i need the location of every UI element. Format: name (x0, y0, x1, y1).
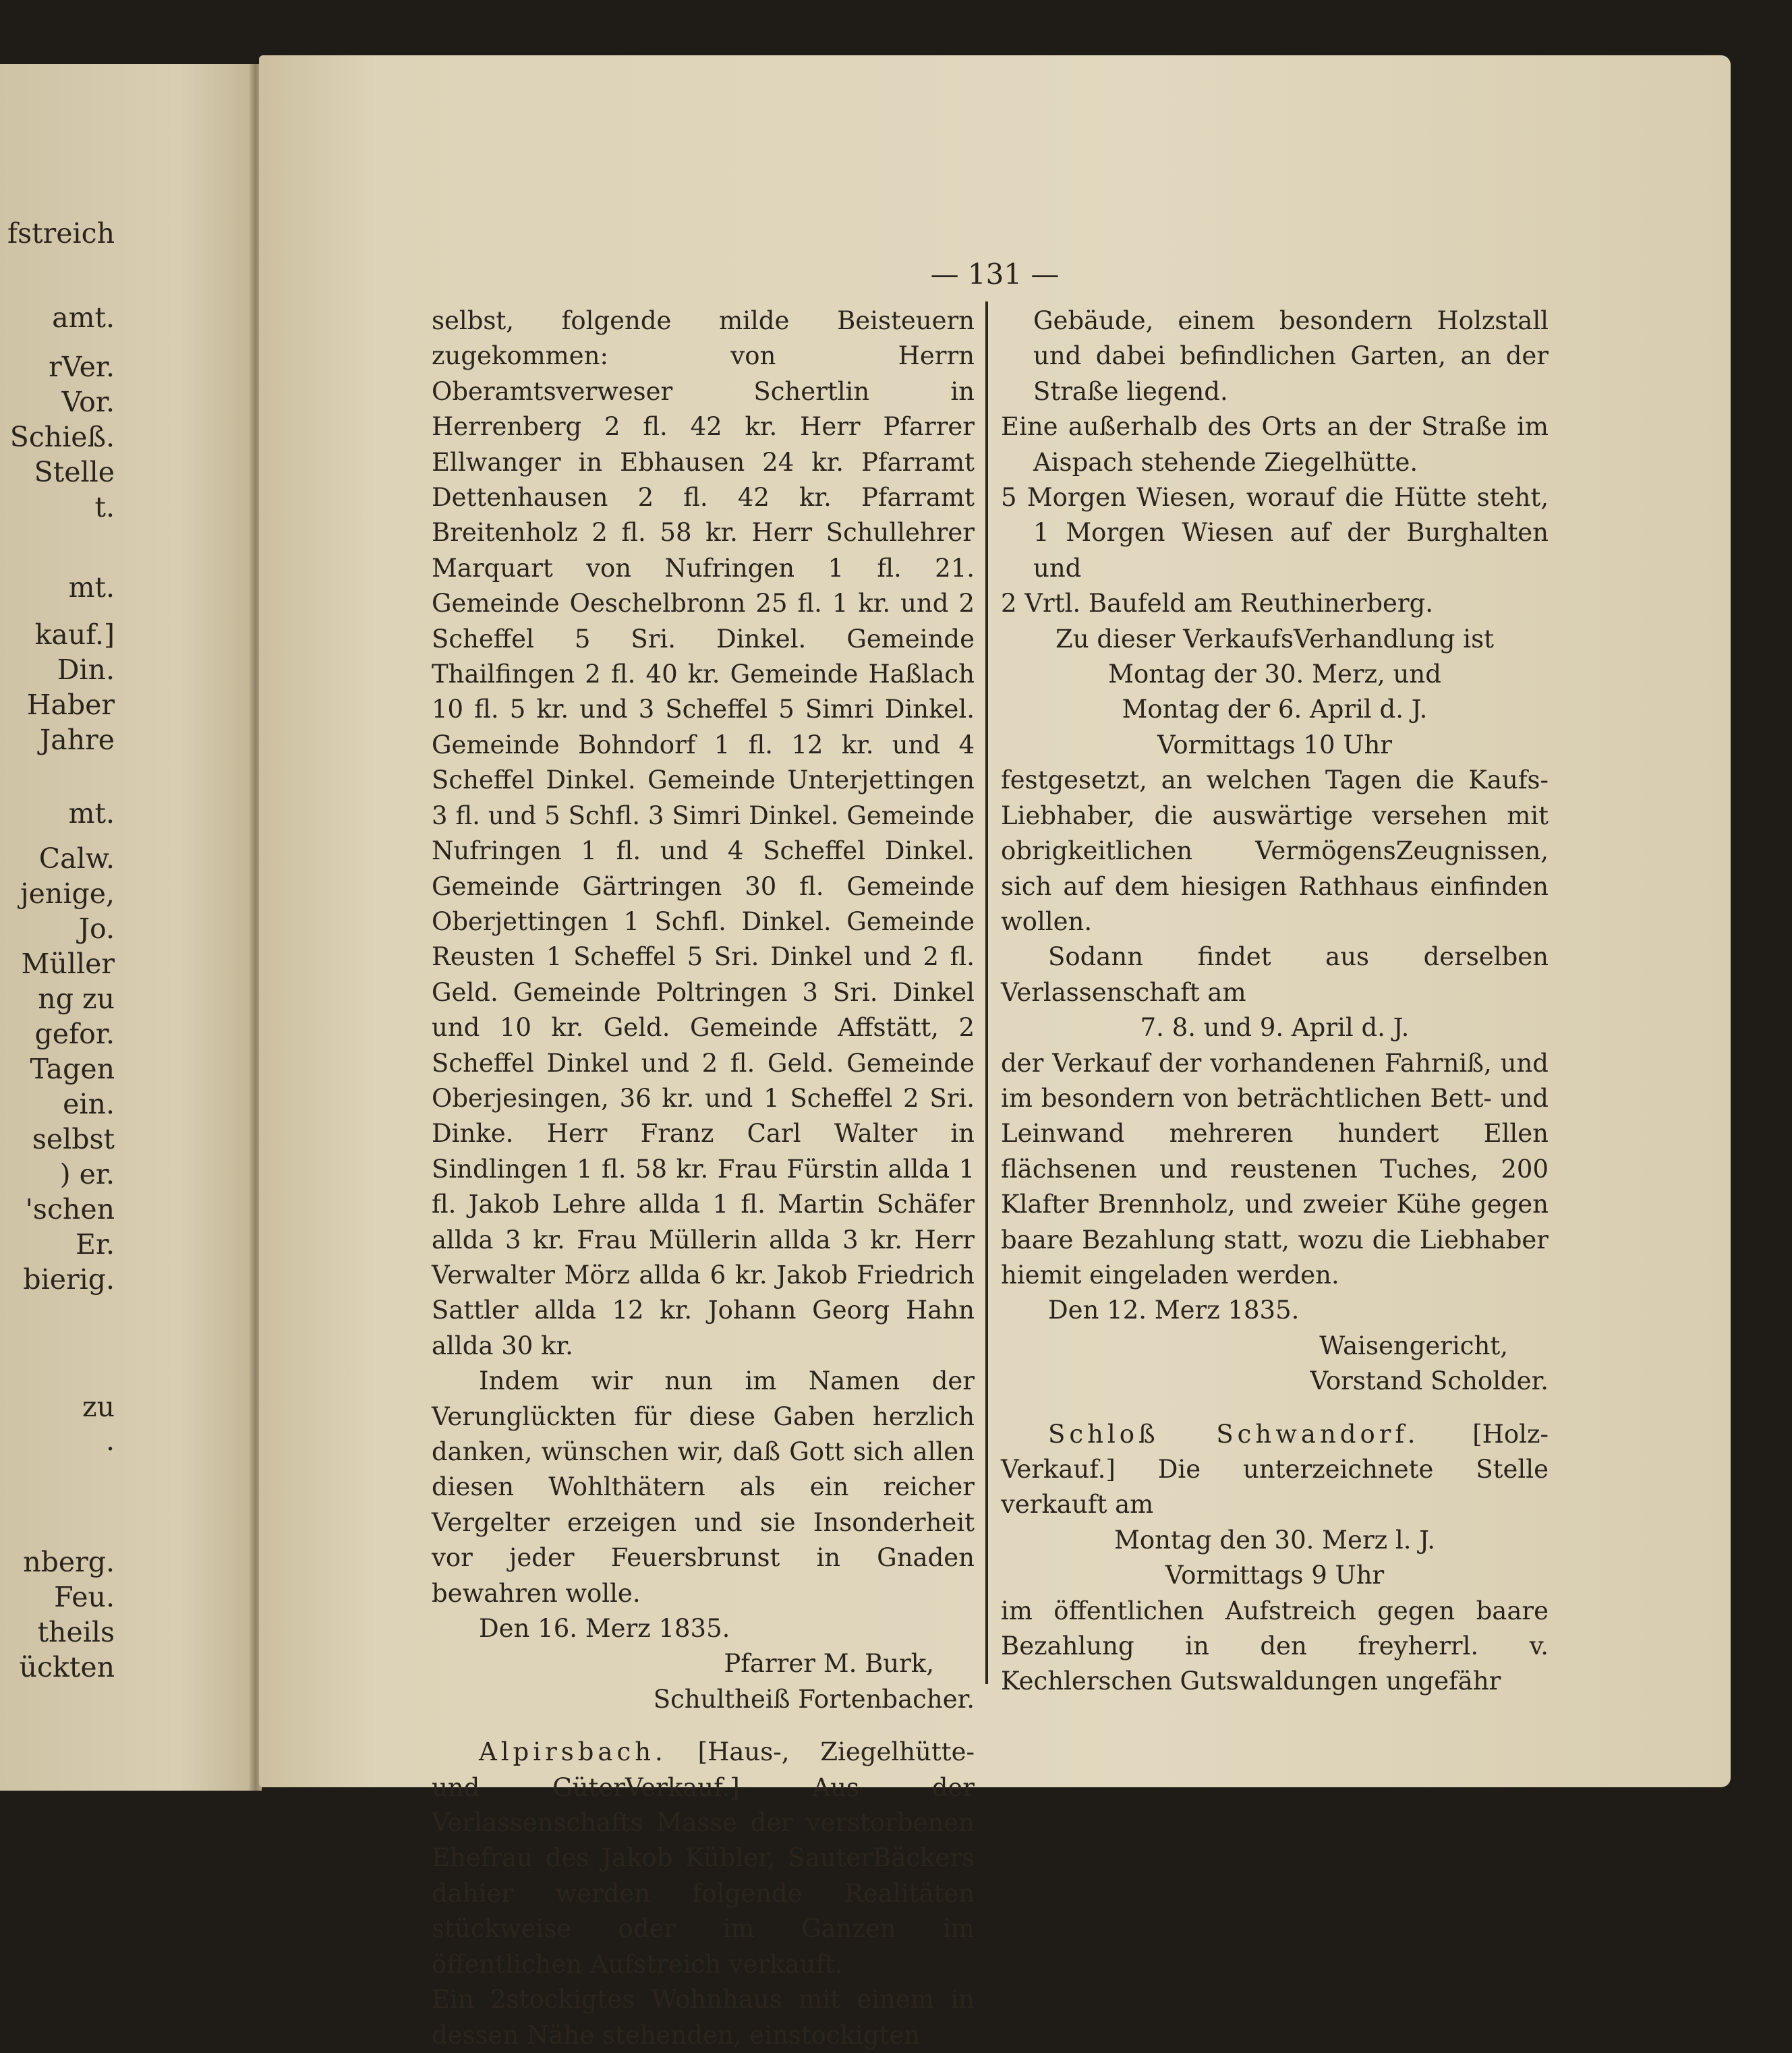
left-page-fragment: Schieß. (9, 421, 115, 453)
left-page-fragment: Tagen (30, 1053, 115, 1085)
left-page-fragment: zu (82, 1391, 115, 1423)
schedule-time: Vormittags 10 Uhr (1157, 730, 1392, 759)
notice-schwandorf (1001, 1417, 1549, 1523)
left-page-fragment: Er. (75, 1228, 115, 1261)
notice-alpirsbach (432, 1735, 975, 1982)
left-page-fragment: mt. (68, 571, 115, 604)
fahrnis-dates: 7. 8. und 9. April d. J. (1140, 1013, 1410, 1043)
signature-waisengericht: Waisengericht, (1319, 1331, 1508, 1360)
right-column (1001, 303, 1549, 1700)
left-page-fragment: Jahre (39, 724, 115, 756)
notice2-title: Schloß Schwandorf. (1048, 1419, 1420, 1449)
left-page-fragment: Din. (57, 654, 115, 686)
signature-pfarrer: Pfarrer M. Burk, (724, 1649, 934, 1679)
donations-paragraph: selbst, folgende milde Beisteuern zugekommen: von Herrn Oberamtsverweser Schertlin in Herrenberg 2 fl. 42 kr. Herr Pfarrer Ellwanger in Ebhausen 24 kr. Pfarramt Dettenhausen 2 fl. 42 kr. Pfarramt Breitenholz 2 fl. 58 kr. Herr Schullehrer Marquart von Nufringen 1 fl. 21. Gemeinde Oeschelbronn 25 fl. 1 kr. und 2 Scheffel 5 Sri. Dinkel. Gemeinde Thailfingen 2 fl. 40 kr. Gemeinde Haßlach 10 fl. 5 kr. und 3 Scheffel 5 Simri Dinkel. Gemeinde Bohndorf 1 fl. 12 kr. und 4 Scheffel Dinkel. Gemeinde Unterjettingen 3 fl. und 5 Schfl. 3 Simri Dinkel. Gemeinde Nufringen 1 fl. und 4 Scheffel Dinkel. Gemeinde Gärtringen 30 fl. Gemeinde Oberjettingen 1 Schfl. Dinkel. Gemeinde Reusten 1 Scheffel 5 Sri. Dinkel und 2 fl. Geld. Gemeinde Poltringen 3 Sri. Dinkel und 10 kr. Geld. Gemeinde Affstätt, 2 Scheffel Dinkel und 2 fl. Geld. Gemeinde Oberjesingen, 36 kr. und 1 Scheffel 2 Sri. Dinke. Herr Franz Carl Walter in Sindlingen 1 fl. 58 kr. Frau Fürstin allda 1 fl. Jakob Lehre allda 1 fl. Martin Schäfer allda 3 kr. Frau Müllerin allda 3 kr. Herr Verwalter Mörz allda 6 kr. Jakob Friedrich Sattler allda 12 kr. Johann Georg Hahn allda 30 kr. (432, 306, 975, 1360)
notice2-more: im öffentlichen Aufstreich gegen baare Bezahlung in den freyherrl. v. Kechlerschen Gutswaldungen ungefähr (1001, 1596, 1549, 1696)
left-column (432, 303, 975, 2053)
notice2-time: Vormittags 9 Uhr (1165, 1561, 1385, 1590)
left-page-fragment: amt. (52, 301, 115, 334)
left-page-fragment: rVer. (49, 351, 115, 383)
left-page-fragment: ) er. (59, 1158, 115, 1190)
notice2-text: [Holz-Verkauf.] Die unterzeichnete Stelle verkauft am (1001, 1419, 1549, 1520)
left-page-fragment: theils (37, 1616, 115, 1648)
notice2-date: Montag den 30. Merz l. J. (1114, 1525, 1435, 1555)
schedule-intro: Zu dieser VerkaufsVerhandlung ist (1056, 624, 1494, 654)
item-continuation: Gebäude, einem besondern Holzstall und dabei befindlichen Garten, an der Straße liegend. (1033, 306, 1549, 406)
signature-schultheiss: Schultheiß Fortenbacher. (653, 1684, 975, 1714)
left-page-fragment: 'schen (25, 1193, 115, 1225)
left-page-fragment: ückten (19, 1651, 115, 1683)
notice-item-house: Ein 2stockigtes Wohnhaus mit einem in dessen Nähe stehenden, einstockigten (432, 1985, 975, 2050)
notice-text: [Haus-, Ziegelhütte- und GüterVerkauf.] Aus der Verlassenschafts Masse der verstorbenen Ehefrau des Jakob Kübler, SauterBäckers dahier werden folgende Realitäten stückweise oder im Ganzen im öffentlichen Aufstreich verkauft. (432, 1737, 975, 1979)
schedule-date-1: Montag der 30. Merz, und (1108, 660, 1441, 689)
dateline-2: Den 12. Merz 1835. (1048, 1296, 1300, 1325)
left-page-fragment: . (105, 1424, 115, 1457)
left-page-fragment: Jo. (78, 913, 115, 945)
left-page-fragment: fstreich (7, 217, 115, 250)
page-number: — 131 — (930, 258, 1060, 291)
left-page-fragment: Haber (26, 689, 115, 721)
left-page-fragment: ein. (63, 1088, 115, 1120)
left-page-fragment: mt. (68, 797, 115, 830)
thanks-paragraph: Indem wir nun im Namen der Verunglückten für diese Gaben herzlich danken, wünschen wir, daß Gott sich allen diesen Wohlthätern als ein reicher Vergelter erzeigen und sie Insonderheit vor jeder Feuersbrunst in Gnaden bewahren wolle. (432, 1366, 975, 1608)
left-page-fragment: t. (94, 491, 115, 523)
column-divider (985, 301, 988, 1684)
left-page-fragment: Müller (21, 948, 115, 980)
left-page (0, 64, 256, 1791)
left-page-fragment: kauf.] (34, 618, 115, 651)
left-page-fragment: Feu. (54, 1581, 115, 1613)
schedule-date-2: Montag der 6. April d. J. (1122, 695, 1428, 724)
left-page-fragment: ng zu (38, 983, 115, 1015)
left-page-fragment: Calw. (38, 842, 115, 875)
item-wiesen: 5 Morgen Wiesen, worauf die Hütte steht, 1 Morgen Wiesen auf der Burghalten und (1001, 483, 1549, 583)
left-page-fragment: Stelle (34, 456, 115, 488)
signature-vorstand: Vorstand Scholder. (1310, 1366, 1549, 1396)
dateline: Den 16. Merz 1835. (479, 1614, 730, 1644)
festgesetzt-paragraph: festgesetzt, an welchen Tagen die Kaufs-Liebhaber, die auswärtige versehen mit obrigkeitlichen VermögensZeugnissen, sich auf dem hiesigen Rathhaus einfinden wollen. (1001, 765, 1549, 936)
notice-title: Alpirsbach. (479, 1737, 667, 1767)
left-page-fragment: selbst (32, 1123, 115, 1155)
left-page-fragment: Vor. (61, 386, 115, 418)
sodann-paragraph: Sodann findet aus derselben Verlassenschaft am (1001, 942, 1549, 1007)
left-page-fragment: gefor. (34, 1018, 115, 1050)
right-page (259, 55, 1731, 2050)
left-page-fragment: jenige, (20, 877, 115, 910)
item-ziegelhuette: Eine außerhalb des Orts an der Straße im Aispach stehende Ziegelhütte. (1001, 412, 1549, 477)
left-page-fragment: nberg. (23, 1546, 115, 1578)
fahrnis-paragraph: der Verkauf der vorhandenen Fahrniß, und im besondern von beträchtlichen Bett- und Leinwand mehreren hundert Ellen flächsenen und reustenen Tuches, 200 Klafter Brennholz, und zweier Kühe gegen baare Bezahlung statt, wozu die Liebhaber hiemit eingeladen werden. (1001, 1048, 1549, 1290)
item-baufeld: 2 Vrtl. Baufeld am Reuthinerberg. (1001, 589, 1434, 618)
left-page-fragment: bierig. (23, 1263, 115, 1296)
